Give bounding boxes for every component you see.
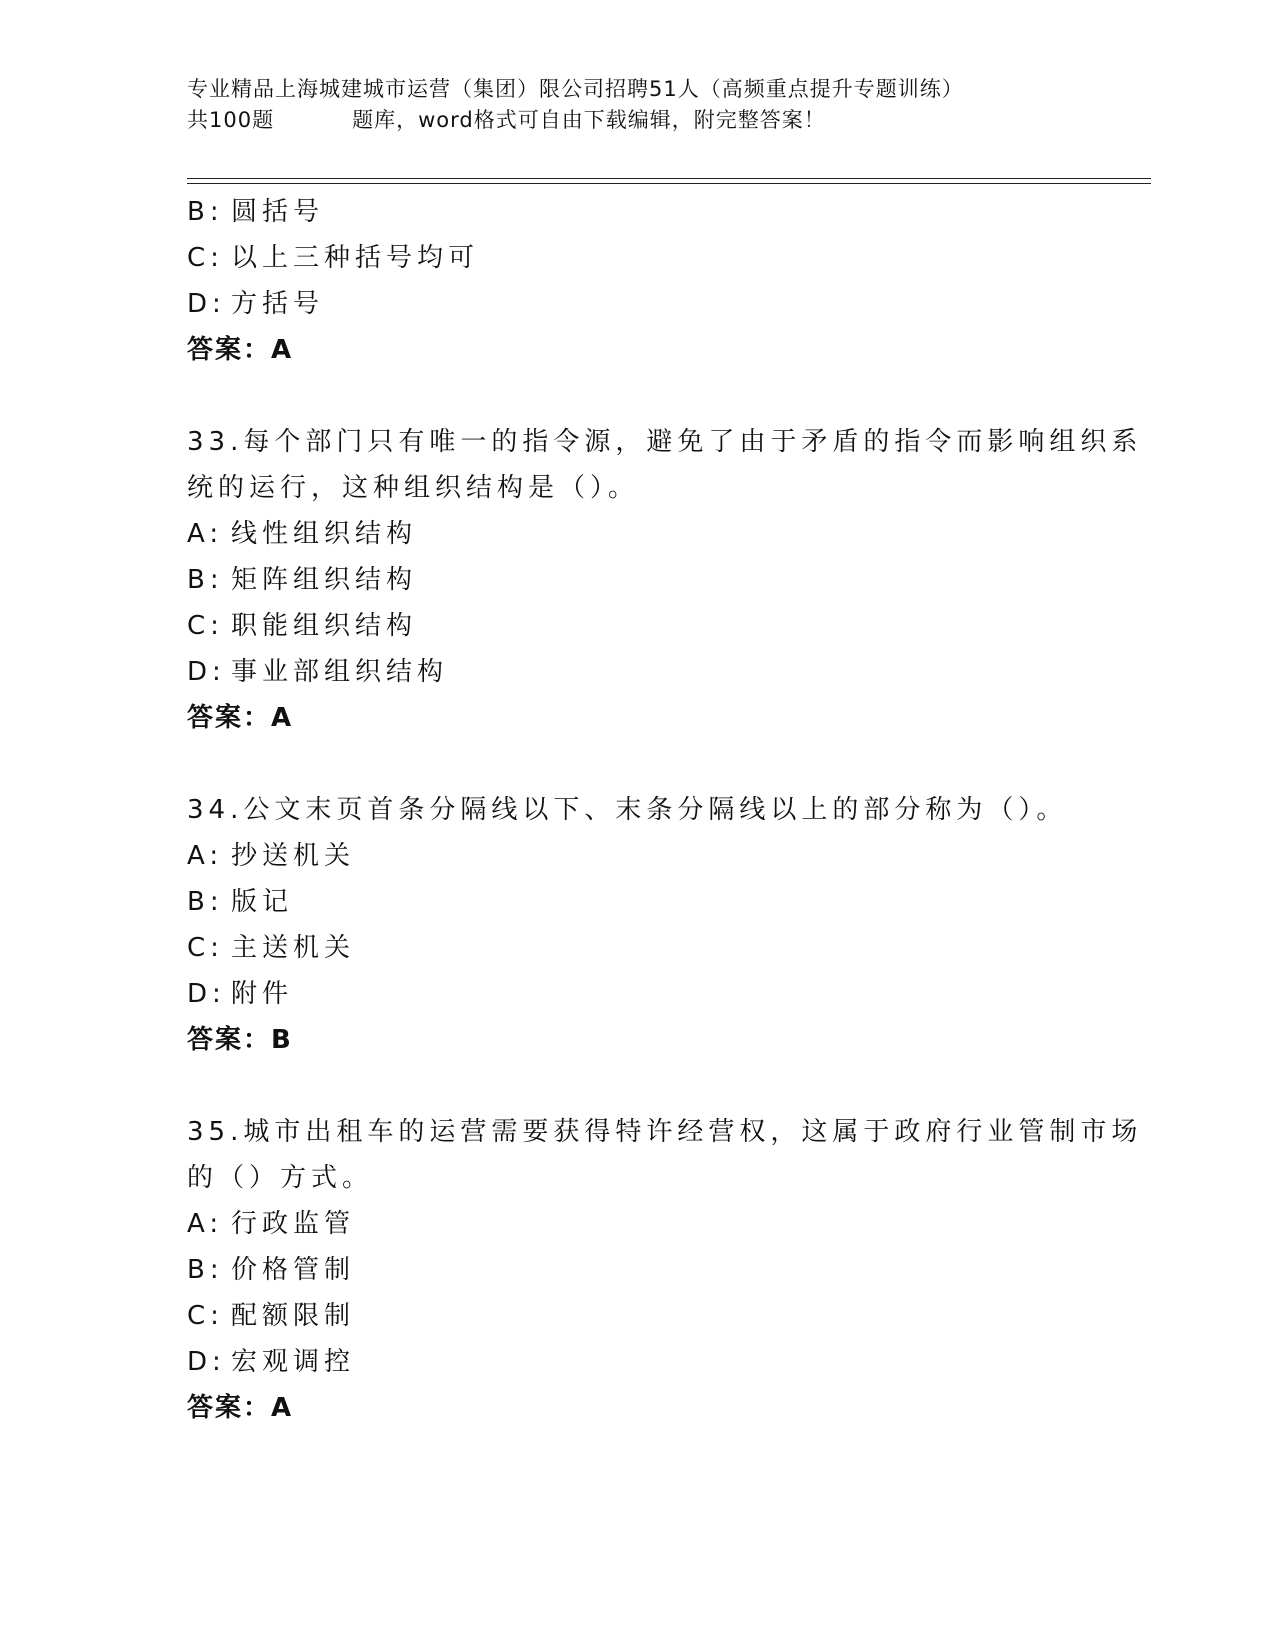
option-letter: B:: [187, 887, 224, 917]
option-b: [187, 879, 1087, 925]
option-letter: D:: [187, 1347, 226, 1377]
option-text: 线性组织结构: [231, 519, 418, 549]
option-b: [187, 1247, 1087, 1293]
option-letter: B:: [187, 565, 224, 595]
option-text: 抄送机关: [231, 841, 356, 871]
option-c: [187, 1293, 1087, 1339]
option-b: [187, 557, 1087, 603]
option-d: [187, 1339, 1087, 1385]
question-stem-continued: 的（）方式。: [187, 1163, 374, 1193]
option-letter: A:: [187, 841, 224, 871]
option-text: 主送机关: [231, 933, 356, 963]
option-text: 以上三种括号均可: [231, 243, 480, 273]
option-letter: A:: [187, 1209, 224, 1239]
option-text: 附件: [231, 979, 294, 1009]
answer-line: 答案：A: [187, 1393, 294, 1423]
option-b: [187, 189, 1087, 235]
option-text: 版记: [231, 887, 294, 917]
option-a: [187, 833, 1087, 879]
answer-line: 答案：A: [187, 703, 294, 733]
option-letter: D:: [187, 979, 226, 1009]
option-text: 宏观调控: [231, 1347, 356, 1377]
answer-line: 答案：A: [187, 335, 294, 365]
question-list: [187, 189, 1143, 1431]
question-stem: 35.城市出租车的运营需要获得特许经营权，这属于政府行业管制市场: [187, 1117, 1143, 1147]
question-33: [187, 419, 1143, 741]
option-d: [187, 649, 1087, 695]
question-stem-continued: 统的运行，这种组织结构是（）。: [187, 473, 640, 503]
option-text: 方括号: [231, 289, 325, 319]
option-text: 行政监管: [231, 1209, 356, 1239]
header-description: 题库，word格式可自由下载编辑，附完整答案！: [352, 108, 826, 132]
header-subtitle-line: [187, 105, 1087, 136]
option-letter: C:: [187, 1301, 224, 1331]
option-text: 事业部组织结构: [231, 657, 449, 687]
question-stem: 33.每个部门只有唯一的指令源，避免了由于矛盾的指令而影响组织系: [187, 427, 1143, 457]
question-34: [187, 787, 1087, 1063]
option-c: [187, 235, 1087, 281]
option-a: [187, 511, 1087, 557]
option-letter: D:: [187, 289, 226, 319]
question-continued: [187, 189, 1087, 373]
answer-line: 答案：B: [187, 1025, 293, 1055]
option-text: 职能组织结构: [231, 611, 418, 641]
option-letter: C:: [187, 243, 224, 273]
header-title-line: 专业精品上海城建城市运营（集团）限公司招聘51人（高频重点提升专题训练）: [187, 77, 964, 101]
header-question-count: 共100题: [187, 108, 275, 132]
option-text: 价格管制: [231, 1255, 356, 1285]
option-letter: B:: [187, 1255, 224, 1285]
option-letter: B:: [187, 197, 224, 227]
option-text: 矩阵组织结构: [231, 565, 418, 595]
option-text: 圆括号: [231, 197, 325, 227]
option-text: 配额限制: [231, 1301, 356, 1331]
option-letter: C:: [187, 933, 224, 963]
question-35: [187, 1109, 1143, 1431]
option-letter: A:: [187, 519, 224, 549]
option-c: [187, 925, 1087, 971]
header-rule-bottom: [187, 183, 1151, 184]
option-a: [187, 1201, 1087, 1247]
header-rule-top: [187, 178, 1151, 179]
option-d: [187, 281, 1087, 327]
option-letter: C:: [187, 611, 224, 641]
option-letter: D:: [187, 657, 226, 687]
question-stem: 34.公文末页首条分隔线以下、末条分隔线以上的部分称为（）。: [187, 795, 1068, 825]
option-d: [187, 971, 1087, 1017]
option-c: [187, 603, 1087, 649]
page-header: [187, 74, 1087, 136]
